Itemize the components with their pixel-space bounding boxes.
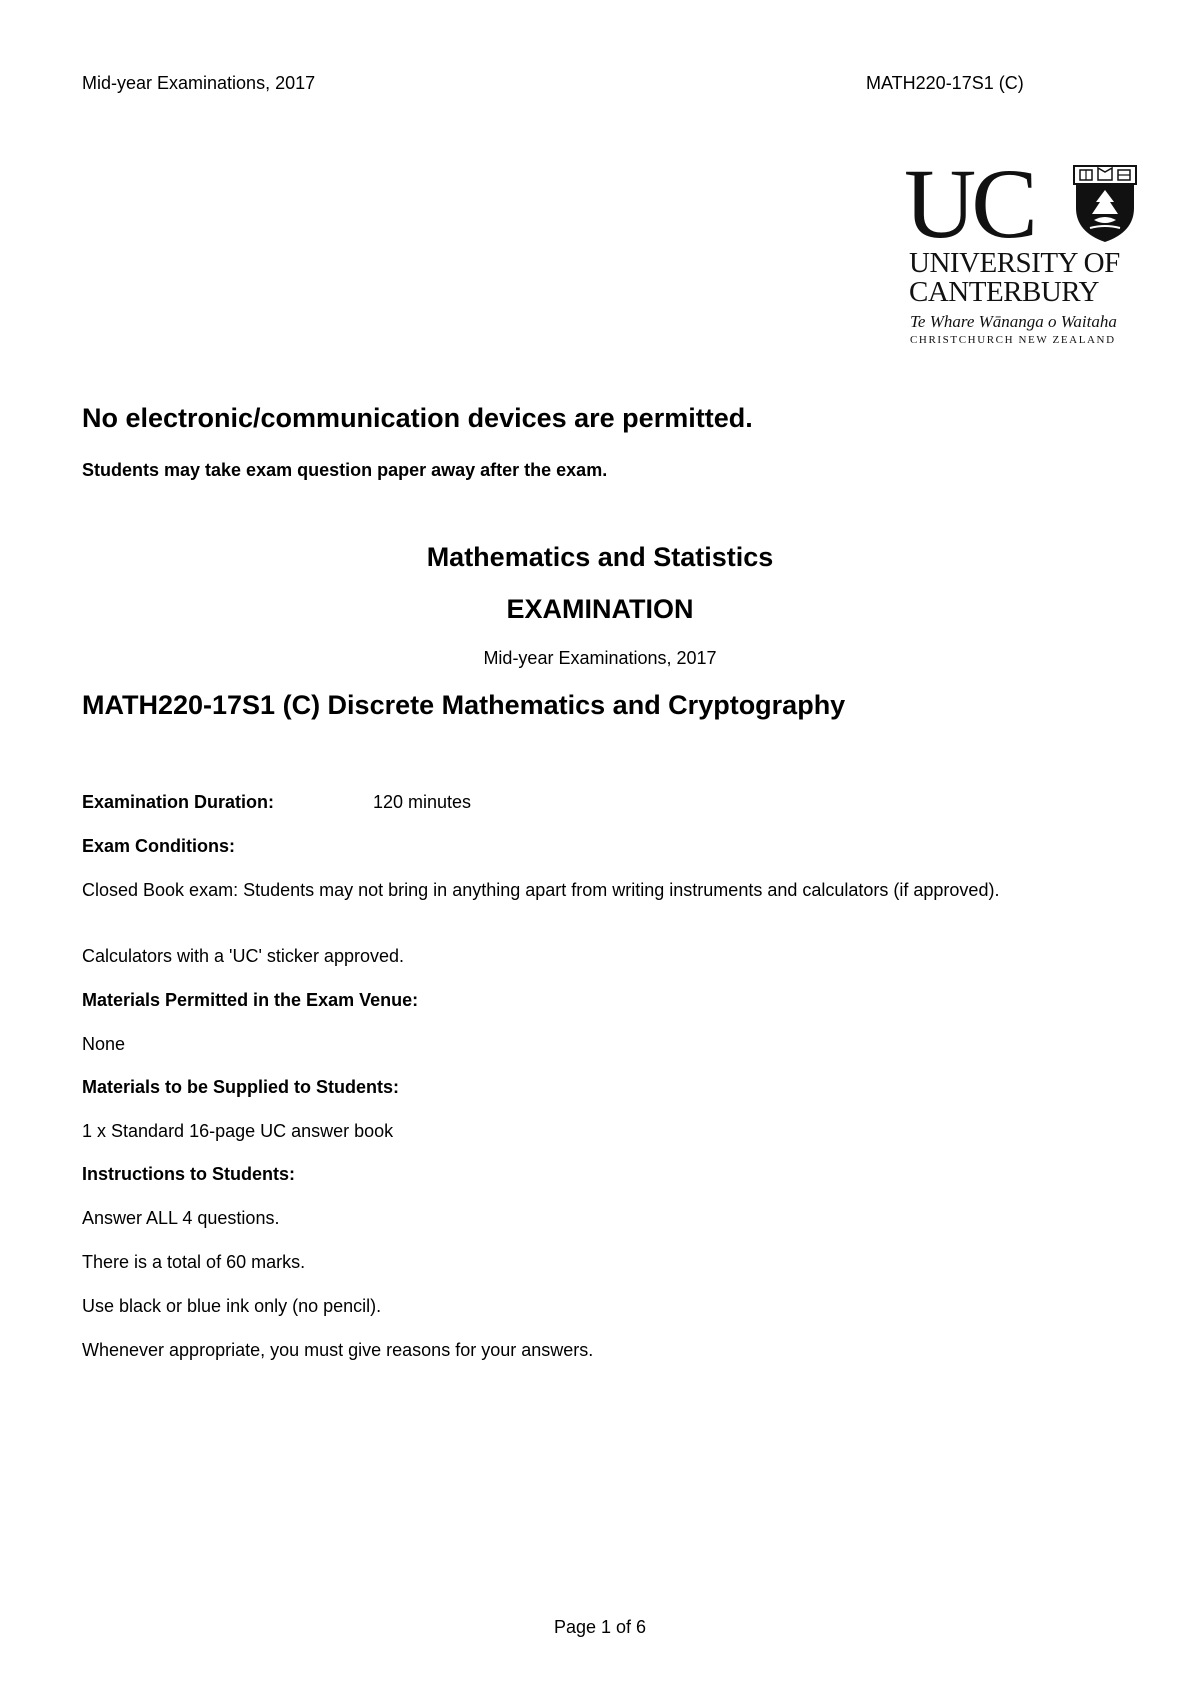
instruction-item: Use black or blue ink only (no pencil). <box>82 1296 382 1316</box>
department-title: Mathematics and Statistics <box>426 542 774 572</box>
conditions-label: Exam Conditions: <box>82 836 236 856</box>
examination-heading: EXAMINATION <box>506 594 694 624</box>
conditions-text: Closed Book exam: Students may not bring in anything apart from writing instruments and calculators (if approved). <box>82 880 1000 900</box>
instruction-item: There is a total of 60 marks. <box>82 1252 306 1272</box>
crest-icon <box>1070 162 1140 244</box>
duration-label: Examination Duration: <box>82 792 275 812</box>
permitted-materials-label: Materials Permitted in the Exam Venue: <box>82 990 419 1010</box>
page-number: Page 1 of 6 <box>553 1617 647 1637</box>
supplied-materials-text: 1 x Standard 16-page UC answer book <box>82 1121 394 1141</box>
logo-initials: UC <box>904 148 1033 259</box>
course-title: MATH220-17S1 (C) Discrete Mathematics and Cryptography <box>82 690 846 720</box>
instruction-item: Whenever appropriate, you must give reasons for your answers. <box>82 1340 594 1360</box>
paper-notice: Students may take exam question paper away after the exam. <box>82 460 608 480</box>
device-notice: No electronic/communication devices are permitted. <box>82 403 753 433</box>
calculators-text: Calculators with a 'UC' sticker approved. <box>82 946 404 966</box>
logo-maori-name: Te Whare Wānanga o Waitaha <box>910 312 1117 331</box>
instructions-label: Instructions to Students: <box>82 1164 295 1184</box>
logo-university-of: UNIVERSITY OF <box>909 247 1120 279</box>
supplied-materials-label: Materials to be Supplied to Students: <box>82 1077 400 1097</box>
header-course-code: MATH220-17S1 (C) <box>866 73 1024 93</box>
session-subtitle: Mid-year Examinations, 2017 <box>483 648 717 668</box>
logo-location: CHRISTCHURCH NEW ZEALAND <box>910 334 1116 346</box>
instruction-item: Answer ALL 4 questions. <box>82 1208 280 1228</box>
university-logo <box>904 148 1140 350</box>
permitted-materials-text: None <box>82 1034 126 1054</box>
duration-value: 120 minutes <box>373 792 472 812</box>
header-session: Mid-year Examinations, 2017 <box>82 73 316 93</box>
logo-canterbury: CANTERBURY <box>909 276 1099 308</box>
